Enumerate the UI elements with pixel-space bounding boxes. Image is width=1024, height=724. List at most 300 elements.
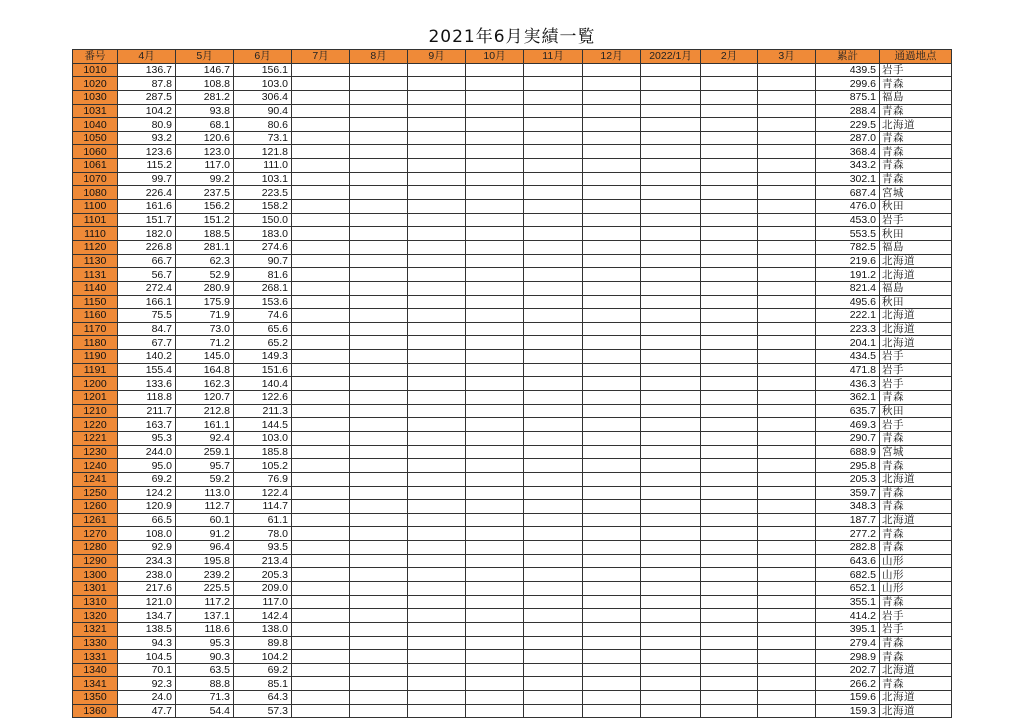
row-id: 1140: [73, 281, 118, 295]
cell-nov: [524, 431, 583, 445]
row-id: 1221: [73, 431, 118, 445]
cell-mar: [758, 391, 816, 405]
table-row: [73, 350, 952, 364]
cell-jun: 140.4: [234, 377, 292, 391]
cell-total: 187.7: [816, 513, 880, 527]
col-header-aug: 8月: [350, 50, 408, 64]
cell-nov: [524, 377, 583, 391]
cell-jun: 57.3: [234, 704, 292, 718]
cell-total: 229.5: [816, 118, 880, 132]
cell-nov: [524, 131, 583, 145]
cell-may: 71.9: [176, 309, 234, 323]
row-id: 1260: [73, 500, 118, 514]
page-title: 2021年6月実績一覧: [428, 27, 596, 47]
cell-jan: [641, 281, 701, 295]
cell-nov: [524, 486, 583, 500]
cell-may: 162.3: [176, 377, 234, 391]
cell-location: 青森: [880, 159, 952, 173]
cell-feb: [701, 431, 758, 445]
cell-nov: [524, 568, 583, 582]
cell-feb: [701, 63, 758, 77]
row-id: 1130: [73, 254, 118, 268]
cell-location: 青森: [880, 541, 952, 555]
table-row: [73, 595, 952, 609]
cell-aug: [350, 609, 408, 623]
cell-jun: 65.2: [234, 336, 292, 350]
cell-feb: [701, 609, 758, 623]
cell-aug: [350, 622, 408, 636]
cell-nov: [524, 704, 583, 718]
cell-apr: 133.6: [118, 377, 176, 391]
cell-jun: 205.3: [234, 568, 292, 582]
table-body: [73, 63, 952, 718]
cell-sep: [408, 268, 466, 282]
cell-feb: [701, 650, 758, 664]
cell-feb: [701, 118, 758, 132]
cell-oct: [466, 595, 524, 609]
cell-aug: [350, 63, 408, 77]
cell-jun: 117.0: [234, 595, 292, 609]
cell-jul: [292, 200, 350, 214]
cell-may: 117.2: [176, 595, 234, 609]
cell-apr: 120.9: [118, 500, 176, 514]
table-row: [73, 254, 952, 268]
cell-jun: 150.0: [234, 213, 292, 227]
table-row: [73, 472, 952, 486]
cell-feb: [701, 677, 758, 691]
cell-jun: 223.5: [234, 186, 292, 200]
cell-dec: [583, 104, 641, 118]
cell-may: 113.0: [176, 486, 234, 500]
cell-aug: [350, 254, 408, 268]
cell-jul: [292, 636, 350, 650]
cell-aug: [350, 391, 408, 405]
table-row: [73, 486, 952, 500]
cell-jun: 114.7: [234, 500, 292, 514]
cell-total: 469.3: [816, 418, 880, 432]
cell-sep: [408, 622, 466, 636]
cell-jun: 211.3: [234, 404, 292, 418]
cell-oct: [466, 691, 524, 705]
cell-total: 219.6: [816, 254, 880, 268]
cell-may: 161.1: [176, 418, 234, 432]
cell-total: 652.1: [816, 581, 880, 595]
cell-may: 71.3: [176, 691, 234, 705]
cell-nov: [524, 295, 583, 309]
cell-mar: [758, 377, 816, 391]
cell-dec: [583, 691, 641, 705]
cell-total: 223.3: [816, 322, 880, 336]
col-header-jan: 2022/1月: [641, 50, 701, 64]
cell-feb: [701, 213, 758, 227]
table-row: [73, 104, 952, 118]
cell-sep: [408, 527, 466, 541]
cell-dec: [583, 213, 641, 227]
row-id: 1230: [73, 445, 118, 459]
cell-total: 414.2: [816, 609, 880, 623]
cell-nov: [524, 77, 583, 91]
cell-feb: [701, 254, 758, 268]
cell-aug: [350, 377, 408, 391]
cell-jan: [641, 513, 701, 527]
cell-dec: [583, 541, 641, 555]
cell-mar: [758, 418, 816, 432]
table-row: [73, 131, 952, 145]
cell-may: 96.4: [176, 541, 234, 555]
cell-nov: [524, 472, 583, 486]
row-id: 1190: [73, 350, 118, 364]
table-row: [73, 541, 952, 555]
cell-sep: [408, 336, 466, 350]
cell-jul: [292, 404, 350, 418]
cell-sep: [408, 63, 466, 77]
cell-may: 145.0: [176, 350, 234, 364]
cell-aug: [350, 636, 408, 650]
cell-jun: 144.5: [234, 418, 292, 432]
cell-jan: [641, 581, 701, 595]
cell-apr: 182.0: [118, 227, 176, 241]
cell-location: 山形: [880, 554, 952, 568]
cell-oct: [466, 336, 524, 350]
cell-mar: [758, 677, 816, 691]
cell-may: 60.1: [176, 513, 234, 527]
cell-apr: 244.0: [118, 445, 176, 459]
table-row: [73, 677, 952, 691]
cell-sep: [408, 200, 466, 214]
cell-oct: [466, 131, 524, 145]
cell-feb: [701, 418, 758, 432]
cell-jan: [641, 104, 701, 118]
cell-aug: [350, 677, 408, 691]
table-row: [73, 240, 952, 254]
table-row: [73, 636, 952, 650]
cell-jul: [292, 472, 350, 486]
cell-apr: 136.7: [118, 63, 176, 77]
cell-sep: [408, 486, 466, 500]
cell-oct: [466, 527, 524, 541]
cell-jul: [292, 336, 350, 350]
cell-location: 北海道: [880, 513, 952, 527]
cell-mar: [758, 595, 816, 609]
cell-may: 281.2: [176, 90, 234, 104]
cell-mar: [758, 541, 816, 555]
cell-location: 青森: [880, 595, 952, 609]
cell-total: 782.5: [816, 240, 880, 254]
cell-may: 225.5: [176, 581, 234, 595]
cell-dec: [583, 159, 641, 173]
cell-jun: 268.1: [234, 281, 292, 295]
cell-location: 福島: [880, 281, 952, 295]
cell-location: 北海道: [880, 254, 952, 268]
cell-may: 195.8: [176, 554, 234, 568]
cell-apr: 138.5: [118, 622, 176, 636]
cell-jul: [292, 445, 350, 459]
cell-may: 117.0: [176, 159, 234, 173]
cell-nov: [524, 445, 583, 459]
cell-jul: [292, 322, 350, 336]
table-row: [73, 159, 952, 173]
cell-dec: [583, 472, 641, 486]
cell-oct: [466, 677, 524, 691]
table-row: [73, 363, 952, 377]
cell-jun: 90.4: [234, 104, 292, 118]
cell-location: 北海道: [880, 472, 952, 486]
cell-dec: [583, 350, 641, 364]
cell-jan: [641, 445, 701, 459]
cell-may: 237.5: [176, 186, 234, 200]
row-id: 1100: [73, 200, 118, 214]
cell-feb: [701, 131, 758, 145]
cell-jun: 74.6: [234, 309, 292, 323]
cell-jan: [641, 704, 701, 718]
cell-apr: 104.2: [118, 104, 176, 118]
cell-total: 302.1: [816, 172, 880, 186]
cell-apr: 75.5: [118, 309, 176, 323]
cell-jan: [641, 677, 701, 691]
cell-jan: [641, 663, 701, 677]
cell-mar: [758, 650, 816, 664]
cell-mar: [758, 254, 816, 268]
cell-aug: [350, 418, 408, 432]
cell-nov: [524, 336, 583, 350]
cell-mar: [758, 609, 816, 623]
cell-nov: [524, 500, 583, 514]
cell-location: 宮城: [880, 445, 952, 459]
cell-oct: [466, 609, 524, 623]
cell-apr: 66.7: [118, 254, 176, 268]
cell-total: 295.8: [816, 459, 880, 473]
cell-mar: [758, 663, 816, 677]
cell-location: 岩手: [880, 418, 952, 432]
cell-oct: [466, 581, 524, 595]
cell-may: 281.1: [176, 240, 234, 254]
cell-apr: 94.3: [118, 636, 176, 650]
cell-feb: [701, 377, 758, 391]
col-header-nov: 11月: [524, 50, 583, 64]
row-id: 1220: [73, 418, 118, 432]
cell-sep: [408, 90, 466, 104]
cell-feb: [701, 568, 758, 582]
cell-nov: [524, 322, 583, 336]
cell-jun: 158.2: [234, 200, 292, 214]
cell-jun: 213.4: [234, 554, 292, 568]
cell-jan: [641, 500, 701, 514]
cell-aug: [350, 459, 408, 473]
cell-jan: [641, 254, 701, 268]
cell-jul: [292, 227, 350, 241]
cell-jan: [641, 418, 701, 432]
cell-feb: [701, 104, 758, 118]
cell-jan: [641, 609, 701, 623]
cell-oct: [466, 145, 524, 159]
row-id: 1030: [73, 90, 118, 104]
row-id: 1060: [73, 145, 118, 159]
cell-sep: [408, 513, 466, 527]
cell-total: 191.2: [816, 268, 880, 282]
row-id: 1310: [73, 595, 118, 609]
cell-aug: [350, 104, 408, 118]
cell-location: 岩手: [880, 350, 952, 364]
cell-mar: [758, 186, 816, 200]
cell-location: 青森: [880, 172, 952, 186]
cell-feb: [701, 322, 758, 336]
cell-dec: [583, 268, 641, 282]
cell-feb: [701, 595, 758, 609]
table-row: [73, 554, 952, 568]
cell-oct: [466, 104, 524, 118]
cell-location: 秋田: [880, 200, 952, 214]
cell-may: 188.5: [176, 227, 234, 241]
cell-may: 68.1: [176, 118, 234, 132]
cell-sep: [408, 404, 466, 418]
row-id: 1191: [73, 363, 118, 377]
cell-sep: [408, 445, 466, 459]
cell-nov: [524, 350, 583, 364]
cell-nov: [524, 650, 583, 664]
cell-oct: [466, 350, 524, 364]
cell-oct: [466, 704, 524, 718]
cell-jun: 111.0: [234, 159, 292, 173]
cell-sep: [408, 554, 466, 568]
row-id: 1201: [73, 391, 118, 405]
cell-location: 青森: [880, 459, 952, 473]
cell-aug: [350, 295, 408, 309]
cell-total: 359.7: [816, 486, 880, 500]
table-row: [73, 172, 952, 186]
header-row: [73, 50, 952, 64]
cell-mar: [758, 200, 816, 214]
cell-total: 362.1: [816, 391, 880, 405]
cell-jul: [292, 254, 350, 268]
cell-aug: [350, 486, 408, 500]
cell-feb: [701, 459, 758, 473]
row-id: 1131: [73, 268, 118, 282]
cell-aug: [350, 404, 408, 418]
cell-sep: [408, 500, 466, 514]
table-row: [73, 77, 952, 91]
cell-mar: [758, 213, 816, 227]
cell-feb: [701, 404, 758, 418]
cell-jul: [292, 554, 350, 568]
cell-location: 宮城: [880, 186, 952, 200]
cell-jul: [292, 459, 350, 473]
cell-mar: [758, 104, 816, 118]
cell-mar: [758, 77, 816, 91]
cell-dec: [583, 500, 641, 514]
cell-total: 439.5: [816, 63, 880, 77]
cell-location: 北海道: [880, 322, 952, 336]
cell-jan: [641, 377, 701, 391]
cell-total: 202.7: [816, 663, 880, 677]
cell-jun: 73.1: [234, 131, 292, 145]
cell-aug: [350, 704, 408, 718]
cell-nov: [524, 118, 583, 132]
cell-mar: [758, 268, 816, 282]
cell-aug: [350, 581, 408, 595]
cell-dec: [583, 527, 641, 541]
cell-jul: [292, 527, 350, 541]
cell-location: 北海道: [880, 118, 952, 132]
cell-may: 108.8: [176, 77, 234, 91]
cell-location: 秋田: [880, 227, 952, 241]
cell-nov: [524, 622, 583, 636]
cell-oct: [466, 90, 524, 104]
row-id: 1200: [73, 377, 118, 391]
cell-sep: [408, 595, 466, 609]
cell-mar: [758, 486, 816, 500]
cell-mar: [758, 131, 816, 145]
cell-aug: [350, 445, 408, 459]
cell-oct: [466, 281, 524, 295]
cell-total: 635.7: [816, 404, 880, 418]
cell-mar: [758, 472, 816, 486]
cell-aug: [350, 145, 408, 159]
cell-location: 青森: [880, 500, 952, 514]
cell-location: 岩手: [880, 213, 952, 227]
cell-jun: 306.4: [234, 90, 292, 104]
row-id: 1321: [73, 622, 118, 636]
cell-apr: 104.5: [118, 650, 176, 664]
cell-mar: [758, 118, 816, 132]
cell-mar: [758, 404, 816, 418]
cell-sep: [408, 650, 466, 664]
cell-oct: [466, 568, 524, 582]
cell-jul: [292, 663, 350, 677]
cell-feb: [701, 159, 758, 173]
cell-jun: 89.8: [234, 636, 292, 650]
cell-total: 348.3: [816, 500, 880, 514]
cell-may: 164.8: [176, 363, 234, 377]
table-row: [73, 63, 952, 77]
cell-feb: [701, 636, 758, 650]
row-id: 1010: [73, 63, 118, 77]
cell-oct: [466, 63, 524, 77]
cell-sep: [408, 77, 466, 91]
cell-location: 青森: [880, 650, 952, 664]
cell-feb: [701, 500, 758, 514]
cell-sep: [408, 295, 466, 309]
cell-feb: [701, 268, 758, 282]
cell-aug: [350, 431, 408, 445]
cell-sep: [408, 118, 466, 132]
cell-oct: [466, 159, 524, 173]
cell-jul: [292, 186, 350, 200]
cell-dec: [583, 581, 641, 595]
cell-jan: [641, 404, 701, 418]
cell-jul: [292, 691, 350, 705]
cell-total: 436.3: [816, 377, 880, 391]
cell-apr: 287.5: [118, 90, 176, 104]
row-id: 1040: [73, 118, 118, 132]
cell-sep: [408, 568, 466, 582]
table-row: [73, 500, 952, 514]
cell-jul: [292, 309, 350, 323]
cell-jul: [292, 418, 350, 432]
cell-aug: [350, 322, 408, 336]
cell-jun: 156.1: [234, 63, 292, 77]
table-row: [73, 609, 952, 623]
cell-dec: [583, 295, 641, 309]
row-id: 1020: [73, 77, 118, 91]
cell-dec: [583, 227, 641, 241]
cell-sep: [408, 159, 466, 173]
row-id: 1270: [73, 527, 118, 541]
cell-total: 205.3: [816, 472, 880, 486]
cell-sep: [408, 609, 466, 623]
cell-may: 120.7: [176, 391, 234, 405]
cell-jan: [641, 391, 701, 405]
cell-aug: [350, 309, 408, 323]
